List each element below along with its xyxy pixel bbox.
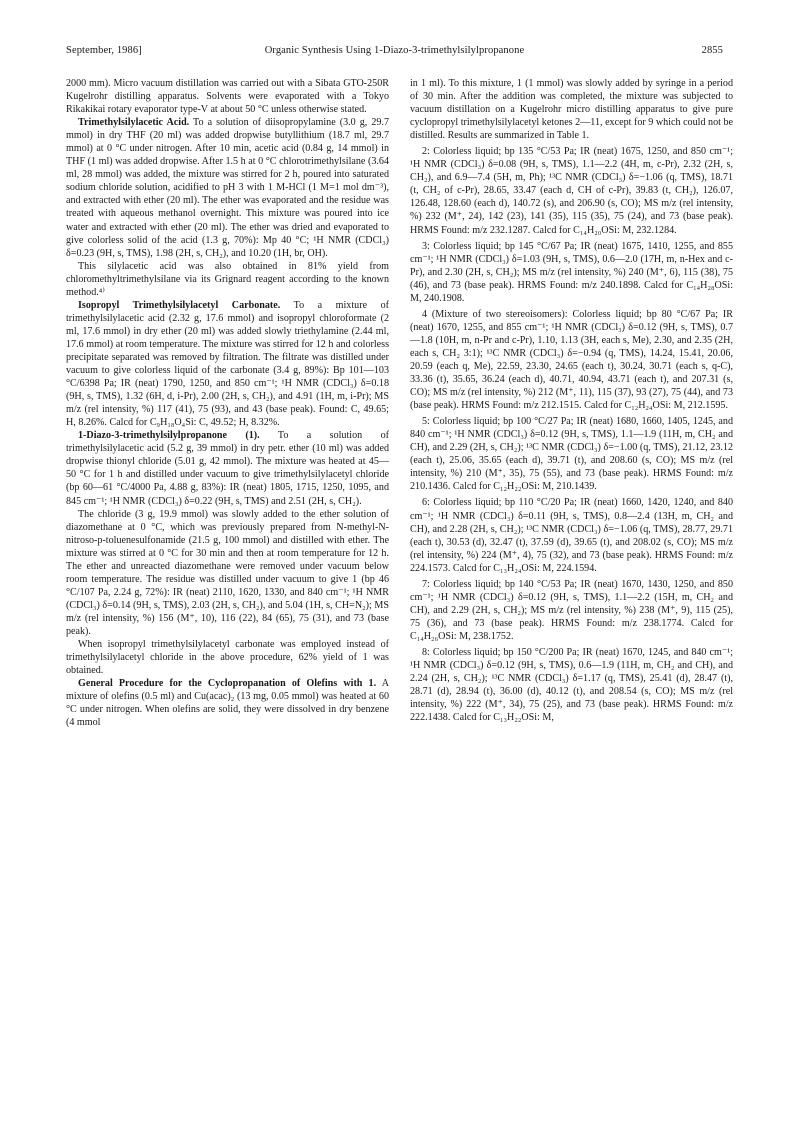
right-column xyxy=(410,77,733,724)
header-page-number: 2855 xyxy=(701,45,723,56)
compound-6-data: 6: Colorless liquid; bp 110 °C/20 Pa; IR (neat) 1660, 1420, 1240, and 840 cm⁻¹; ¹H NMR (CDCl₃) δ=0.11 (9H, s, TMS), 0.8—2.4 (13H, m, CH₂ and CH), and 2.28 (2H, s, CH₂); ¹³C NMR (CDCl₃) δ=−1.06 (q, TMS), 28.77, 29.71 (each t), 30.53 (d), 32.47 (t), 37.59 (d), 39.65 (t), and 208.02 (s, CO); MS m/z (rel intensity, %) 224 (M⁺, 4), 75 (32), and 73 (base peak). HRMS Found: m/z 224.1573. Calcd for C₁₃H₂₄OSi: M, 224.1594. xyxy=(410,497,733,574)
paragraph xyxy=(66,508,389,638)
section-title: Trimethylsilylacetic Acid. xyxy=(78,117,190,129)
paragraph xyxy=(66,299,389,429)
compound-8-data: 8: Colorless liquid; bp 150 °C/200 Pa; IR (neat) 1670, 1245, and 840 cm⁻¹; ¹H NMR (CDCl₃) δ=0.12 (9H, s, TMS), 0.6—1.9 (11H, m, CH₂ and CH), and 2.24 (2H, s, CH₂); ¹³C NMR (CDCl₃) δ=1.17 (q, TMS), 25.41 (d), 28.47 (t), 28.71 (d), 28.94 (t), 36.00 (d), 40.12 (t), and 208.54 (s, CO); MS m/z (rel intensity, %) 222 (M⁺, 34), 75 (25), and 73 (base peak). HRMS Found: m/z 222.1438. Calcd for C₁₃H₂₂OSi: M, xyxy=(410,646,733,724)
paragraph xyxy=(66,77,389,116)
header-date: September, 1986] xyxy=(66,45,142,56)
paragraph: in 1 ml). To this mixture, 1 (1 mmol) was slowly added by syringe in a period of 30 min. After the addition was completed, the mixture was subjected to vacuum distillation on a Kugelrohr micro distilling apparatus to give pure cyclopropyl trimethylsilylacetyl ketones 2—11, except for 9 which could not be distilled. Results are summarized in Table 1. xyxy=(410,78,733,142)
compound-5-data: 5: Colorless liquid; bp 100 °C/27 Pa; IR (neat) 1680, 1660, 1405, 1245, and 840 cm⁻¹; ¹H NMR (CDCl₃) δ=0.12 (9H, s, TMS), 1.1—1.9 (11H, m, CH₂ and CH), and 2.29 (2H, s, CH₂); ¹³C NMR (CDCl₃) δ=−1.00 (q, TMS), 21.12, 23.12 (each t), 25.06, 35.65 (each d), 39.71 (t), and 208.60 (s, CO); MS m/z (rel intensity, %) 210 (M⁺, 35), 75 (55), and 73 (base peak). HRMS Found: m/z 210.1436. Calcd for C₁₂H₂₂OSi: M, 210.1439. xyxy=(410,416,733,493)
running-header xyxy=(66,45,723,61)
paragraph-text: To a solution of diisopropylamine (3.0 g, 29.7 mmol) in dry THF (20 ml) was added dropwise butyllithium (18.7 ml, 29.7 mmol) at 0 °C under nitrogen. After 10 min, acetic acid (0.84 g, 14 mmol) in THF (1 ml) was added dropwise. After 1.5 h at 0 °C chlorotrimethylsilane (3.64 ml, 28 mmol) was added, the mixture was stirred for 2 h, poured into saturated sodium chloride solution, acidified to pH 3 with 1 M-HCl (1 M=1 mol dm⁻³), and extracted with ether (20 ml). The ether was evaporated and the residue was treated with aqueous methanol overnight. This mixture was poured into ice water and extracted with ether (20 ml). The ether was dried and evaporated to give colorless solid of the acid (1.3 g, 70%): Mp 40 °C; ¹H NMR (CDCl₃) δ=0.23 (9H, s, TMS), 1.98 (2H, s, CH₂), and 10.20 (1H, br, OH). xyxy=(66,117,389,259)
paragraph xyxy=(66,429,389,507)
compound-3-data: 3: Colorless liquid; bp 145 °C/67 Pa; IR (neat) 1675, 1410, 1255, and 855 cm⁻¹; ¹H NMR (CDCl₃) δ=1.03 (9H, s, TMS), 0.6—2.0 (17H, m, n-Hex and c-Pr), and 2.30 (2H, s, CH₂); MS m/z (rel intensity, %) 240 (M⁺, 6), 115 (38), 75 (46), and 73 (base peak). HRMS Found: m/z 240.1898. Calcd for C₁₄H₂₈OSi: M, 240.1908. xyxy=(410,240,733,304)
paragraph-text: The chloride (3 g, 19.9 mmol) was slowly added to the ether solution of diazomethane at 0 °C, which was previously prepared from N-methyl-N-nitroso-p-toluenesulfonamide (21.5 g, 100 mmol) and distilled with ether. The mixture was stirred at 0 °C for 30 min and then at room temperature for 12 h. The ether and unreacted diazomethane were removed under vacuum below room temperature. The residue was distilled under vacuum to give 1 (bp 46 °C/107 Pa, 2.24 g, 72%): IR (neat) 2110, 1620, 1330, and 840 cm⁻¹; ¹H NMR (CDCl₃) δ=0.14 (9H, s, TMS), 2.03 (2H, s, CH₂), and 5.04 (1H, s, CH=N₂); MS m/z (rel intensity, %) 156 (M⁺, 10), 116 (22), 84 (65), 75 (31), and 73 (base peak). xyxy=(66,508,389,637)
paragraph-text: A mixture of olefins (0.5 ml) and Cu(acac)₂ (13 mg, 0.05 mmol) was heated at 60 °C under nitrogen. When olefins are solid, they were dissolved in dry benzene (4 mmol xyxy=(66,678,389,729)
paragraph-text: To a mixture of trimethylsilylacetic acid (2.32 g, 17.6 mmol) and isopropyl chloroformate (2 ml, 17.6 mmol) in dry ether (20 ml) was added slowly triethylamine (2.44 ml, 17.6 mmol) at room temperature. The mixture was stirred for 12 h and colorless precipitate separated was removed by filtration. The filtrate was distilled under vacuum to give colorless liquid of the carbonate (3.4 g, 89%): Bp 101—103 °C/6398 Pa; IR (neat) 1790, 1250, and 850 cm⁻¹; ¹H NMR (CDCl₃) δ=0.18 (9H, s, TMS), 1.32 (6H, d, i-Pr), 2.00 (2H, s, CH₂), and 4.91 (1H, m, i-Pr); MS m/z (rel intensity, %) 117 (41), 75 (93), and 43 (base peak). Found: C, 49.65; H, 8.26%. Calcd for C₉H₁₈O₄Si: C, 49.52; H, 8.32%. xyxy=(66,299,389,429)
compound-4-data: 4 (Mixture of two stereoisomers): Colorless liquid; bp 80 °C/67 Pa; IR (neat) 1670, 1255, and 855 cm⁻¹; ¹H NMR (CDCl₃) δ=0.12 (9H, s, TMS), 0.7—1.8 (10H, m, n-Pr and c-Pr), 1.10, 1.13 (3H, each s, Me), 2.30, and 2.35 (2H, each s, CH₂ 3:1); ¹³C NMR (CDCl₃) δ=−0.94 (q, TMS), 14.24, 15.41, 20.06, 20.59 (each q, Me), 22.59, 23.30, 24.65 (each t), 30.24, 30.71 (each s, q-C), 33.36 (t), 35.65, 36.24 (each d), 40.71, 40.94, 43.71 (each t), and 207.31 (s, CO); MS m/z (rel intensity, %) 212 (M⁺, 11), 115 (37), 93 (27), 75 (44), and 73 (base peak). HRMS Found: m/z 212.1515. Calcd for C₁₂H₂₄OSi: M, 212.1595. xyxy=(410,308,733,412)
compound-2-data: 2: Colorless liquid; bp 135 °C/53 Pa; IR (neat) 1675, 1250, and 850 cm⁻¹; ¹H NMR (CDCl₃) δ=0.08 (9H, s, TMS), 1.1—2.2 (4H, m, c-Pr), 2.32 (2H, s, CH₂), and 6.9—7.4 (5H, m, Ph); ¹³C NMR (CDCl₃) δ=−1.06 (q, TMS), 18.71 (t, CH₂ of c-Pr), 28.65, 33.47 (each d, CH of c-Pr), 39.83 (t, CH₂), 126.07, 126.48, 128.60 (each d), 140.72 (s), and 206.90 (s, CO); MS m/z (rel intensity, %) 232 (M⁺, 24), 142 (23), 141 (35), 115 (35), 75 (24), and 73 (base peak). HRMS Found: m/z 232.1287. Calcd for C₁₄H₂₀OSi: M, 232.1284. xyxy=(410,146,733,236)
paragraph-text: This silylacetic acid was also obtained in 81% yield from chloromethyltrimethylsilane via its Grignard reagent according to the known method.⁴⁾ xyxy=(66,260,389,298)
paragraph-text: 2000 mm). Micro vacuum distillation was carried out with a Sibata GTO-250R Kugelrohr distilling apparatus. Solvents were evaporated with a Tokyo Rikakikai rotary evaporator type-V at about 50 °C unless otherwise stated. xyxy=(66,78,389,116)
section-title: General Procedure for the Cyclopropanation of Olefins with 1. xyxy=(78,678,377,690)
section-title: Isopropyl Trimethylsilylacetyl Carbonate. xyxy=(78,299,281,311)
paragraph xyxy=(66,677,389,729)
left-column xyxy=(66,77,389,729)
paragraph xyxy=(66,260,389,299)
paragraph xyxy=(66,116,389,260)
header-running-title: Organic Synthesis Using 1-Diazo-3-trimethylsilylpropanone xyxy=(264,45,525,56)
paragraph-text: When isopropyl trimethylsilylacetyl carbonate was employed instead of trimethylsilylacetyl chloride in the above procedure, 62% yield of 1 was obtained. xyxy=(66,639,389,677)
compound-7-data: 7: Colorless liquid; bp 140 °C/53 Pa; IR (neat) 1670, 1430, 1250, and 850 cm⁻¹; ¹H NMR (CDCl₃) δ=0.12 (9H, s, TMS), 1.1—2.2 (15H, m, CH₂ and CH), and 2.29 (2H, s, CH₂); MS m/z (rel intensity, %) 238 (M⁺, 9), 115 (25), 75 (36), and 73 (base peak). HRMS Found: m/z 238.1774. Calcd for C₁₄H₂₆OSi: M, 238.1752. xyxy=(410,578,733,642)
section-title: 1-Diazo-3-trimethylsilylpropanone (1). xyxy=(78,430,260,442)
paragraph-text: To a solution of trimethylsilylacetic acid (5.2 g, 39 mmol) in dry petr. ether (10 ml) was added dropwise thionyl chloride (5.01 g, 42 mmol). The mixture was heated at 45—50 °C for 1 h and distilled under vacuum to give trimethylsilylacetyl chloride (bp 60—61 °C/4000 Pa, 4.88 g, 83%): IR (neat) 1805, 1715, 1250, 1095, and 845 cm⁻¹; ¹H NMR (CDCl₃) δ=0.22 (9H, s, TMS) and 2.51 (2H, s, CH₂). xyxy=(66,430,389,507)
paragraph xyxy=(66,638,389,677)
